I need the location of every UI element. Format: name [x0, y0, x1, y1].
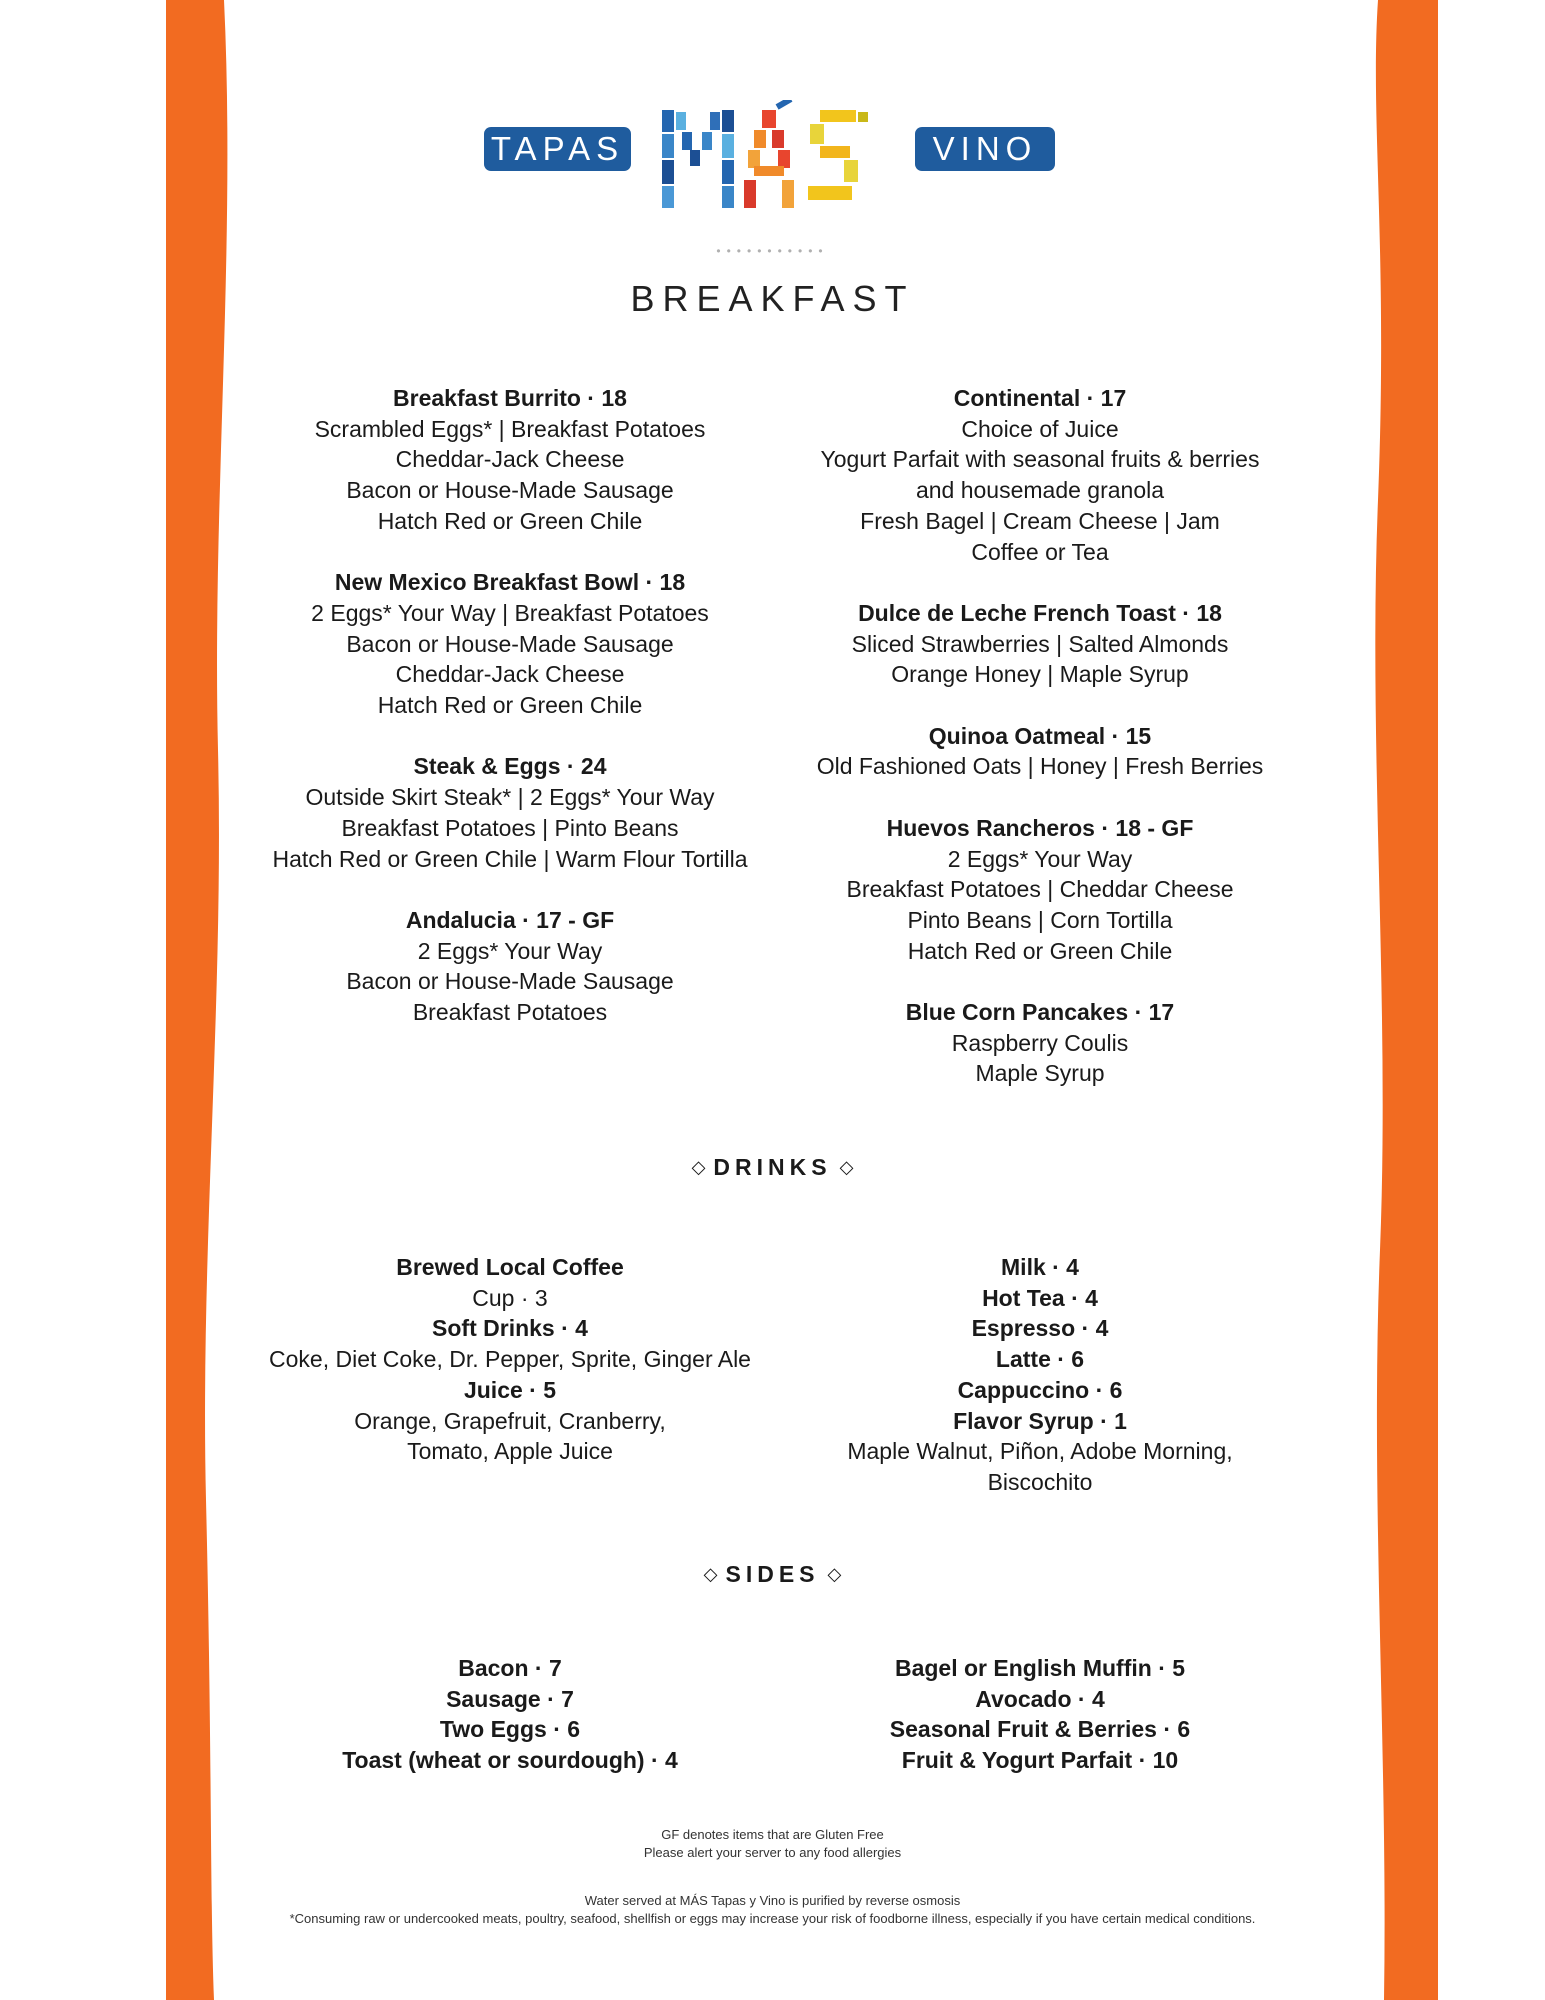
menu-item — [780, 598, 1300, 690]
drink-name: Brewed Local Coffee — [396, 1254, 624, 1280]
drink-detail: Coke, Diet Coke, Dr. Pepper, Sprite, Ginger Ale — [269, 1346, 751, 1373]
drinks-heading — [0, 1154, 1545, 1181]
drink-name: Flavor Syrup · 1 — [953, 1407, 1127, 1434]
menu-item-detail: Breakfast Potatoes — [412, 999, 608, 1026]
sides-heading-label: SIDES — [725, 1561, 820, 1587]
side-item: Sausage · 7 — [446, 1685, 574, 1712]
menu-item — [780, 997, 1300, 1089]
sides-heading — [0, 1561, 1545, 1588]
menu-item-detail: Orange Honey | Maple Syrup — [891, 661, 1189, 688]
diamond-icon: ◇ — [827, 1564, 842, 1584]
restaurant-logo — [0, 100, 1545, 215]
menu-item — [780, 383, 1300, 567]
menu-item-detail: Coffee or Tea — [971, 538, 1109, 565]
menu-item-detail: Breakfast Potatoes | Pinto Beans — [341, 814, 679, 841]
menu-item-detail: Bacon or House-Made Sausage — [346, 968, 674, 995]
menu-item-detail: Cheddar-Jack Cheese — [395, 661, 625, 688]
menu-item-detail: Hatch Red or Green Chile — [907, 937, 1173, 964]
drink-name: Espresso · 4 — [971, 1315, 1109, 1342]
menu-item-detail: Yogurt Parfait with seasonal fruits & berries — [820, 446, 1260, 473]
drink-detail: Cup · 3 — [472, 1284, 548, 1311]
menu-item-detail: Old Fashioned Oats | Honey | Fresh Berries — [816, 753, 1264, 780]
menu-item-name: Steak & Eggs · 24 — [413, 753, 607, 780]
menu-item-detail: Sliced Strawberries | Salted Almonds — [851, 630, 1229, 657]
breakfast-left-column — [260, 383, 760, 1058]
gluten-free-note: GF denotes items that are Gluten Free — [661, 1827, 884, 1842]
consumption-warning: *Consuming raw or undercooked meats, poultry, seafood, shellfish or eggs may increase your risk of foodborne illness, especially if you have certain medical conditions. — [289, 1911, 1256, 1926]
menu-item-detail: Pinto Beans | Corn Tortilla — [907, 906, 1173, 933]
drink-detail: Maple Walnut, Piñon, Adobe Morning, — [847, 1438, 1233, 1465]
mas-mosaic-wordmark — [658, 100, 898, 215]
menu-item-detail: Choice of Juice — [961, 415, 1119, 442]
sides-right-column — [780, 1653, 1300, 1776]
diamond-icon: ◇ — [703, 1564, 718, 1584]
drinks-right-column — [780, 1252, 1300, 1498]
menu-item — [260, 905, 760, 1028]
menu-item — [260, 567, 760, 721]
menu-item-detail: Hatch Red or Green Chile | Warm Flour Tortilla — [272, 845, 748, 872]
menu-item-detail: Hatch Red or Green Chile — [377, 507, 643, 534]
drink-name: Hot Tea · 4 — [982, 1284, 1098, 1311]
dietary-notes — [0, 1826, 1545, 1862]
menu-item — [260, 383, 760, 537]
menu-item-name: Blue Corn Pancakes · 17 — [905, 999, 1175, 1025]
drink-detail: Tomato, Apple Juice — [407, 1438, 613, 1465]
logo-tapas-label: TAPAS — [484, 127, 631, 171]
drink-name: Juice · 5 — [463, 1376, 557, 1403]
side-item: Seasonal Fruit & Berries · 6 — [889, 1716, 1191, 1743]
menu-item — [780, 721, 1300, 782]
drink-name: Latte · 6 — [995, 1346, 1085, 1373]
breakfast-right-column — [780, 383, 1300, 1120]
menu-item-name: Quinoa Oatmeal · 15 — [928, 722, 1152, 749]
drinks-heading-label: DRINKS — [713, 1154, 832, 1180]
menu-item-detail: Hatch Red or Green Chile — [377, 692, 643, 719]
menu-item-name: New Mexico Breakfast Bowl · 18 — [334, 569, 686, 596]
decorative-separator: ••••••••••• — [716, 244, 829, 258]
diamond-icon: ◇ — [839, 1157, 854, 1177]
menu-item-name: Huevos Rancheros · 18 - GF — [886, 814, 1194, 841]
menu-item-name: Andalucia · 17 - GF — [405, 906, 615, 933]
menu-item-detail: Breakfast Potatoes | Cheddar Cheese — [846, 876, 1234, 903]
menu-item-detail: Bacon or House-Made Sausage — [346, 630, 674, 657]
menu-item-detail: Cheddar-Jack Cheese — [395, 446, 625, 473]
allergy-note: Please alert your server to any food allergies — [643, 1845, 902, 1860]
drink-detail: Orange, Grapefruit, Cranberry, — [354, 1407, 666, 1434]
drinks-left-column — [260, 1252, 760, 1467]
drink-name: Milk · 4 — [1001, 1254, 1079, 1280]
menu-item-name: Dulce de Leche French Toast · 18 — [858, 599, 1222, 626]
side-item: Toast (wheat or sourdough) · 4 — [342, 1747, 678, 1774]
side-item: Avocado · 4 — [975, 1685, 1105, 1712]
mosaic-letter-a — [744, 100, 794, 208]
menu-item-detail: 2 Eggs* Your Way — [417, 937, 603, 964]
menu-item-detail: and housemade granola — [915, 477, 1165, 504]
drink-detail: Biscochito — [987, 1468, 1093, 1495]
side-item: Bagel or English Muffin · 5 — [894, 1655, 1186, 1681]
water-note: Water served at MÁS Tapas y Vino is purified by reverse osmosis — [584, 1893, 961, 1908]
menu-item-detail: Maple Syrup — [975, 1060, 1105, 1087]
menu-item-name: Breakfast Burrito · 18 — [393, 385, 627, 411]
menu-item — [780, 813, 1300, 967]
side-item: Fruit & Yogurt Parfait · 10 — [901, 1747, 1179, 1774]
side-item: Two Eggs · 6 — [439, 1716, 581, 1743]
mosaic-letter-m — [662, 110, 734, 208]
menu-item-detail: Fresh Bagel | Cream Cheese | Jam — [860, 507, 1220, 534]
logo-vino-label: VINO — [915, 127, 1055, 171]
menu-item-detail: Outside Skirt Steak* | 2 Eggs* Your Way — [305, 784, 715, 811]
page-title: BREAKFAST — [630, 278, 915, 319]
menu-item-detail: 2 Eggs* Your Way | Breakfast Potatoes — [311, 599, 709, 626]
menu-item-detail: Raspberry Coulis — [951, 1029, 1129, 1056]
menu-item-detail: 2 Eggs* Your Way — [947, 845, 1133, 872]
mosaic-letter-s — [808, 110, 868, 200]
menu-item-detail: Scrambled Eggs* | Breakfast Potatoes — [314, 415, 706, 442]
menu-item-name: Continental · 17 — [953, 385, 1127, 411]
menu-item-detail: Bacon or House-Made Sausage — [346, 477, 674, 504]
drink-name: Soft Drinks · 4 — [432, 1315, 588, 1342]
sides-left-column — [260, 1653, 760, 1776]
menu-item — [260, 751, 760, 874]
diamond-icon: ◇ — [691, 1157, 706, 1177]
drink-name: Cappuccino · 6 — [957, 1376, 1123, 1403]
health-notes — [0, 1892, 1545, 1928]
side-item: Bacon · 7 — [458, 1655, 562, 1681]
